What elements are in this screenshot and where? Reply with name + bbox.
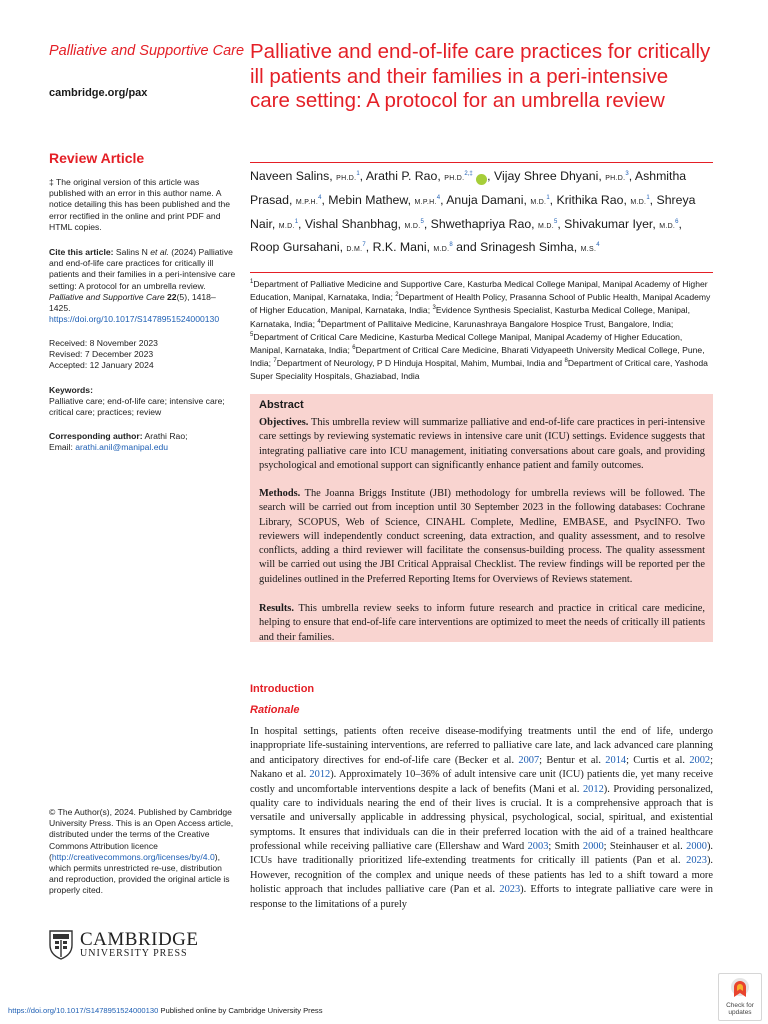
- article-type-label: Review Article: [49, 150, 145, 166]
- introduction-text-segment: ). Efforts to integrate palliative care were in response to the limitations of a purely: [250, 884, 714, 910]
- email-link[interactable]: arathi.anil@manipal.edu: [75, 442, 169, 453]
- affiliation-text: Department of Pallitaive Medicine, Karunashraya Bangalore Hospice Trust, Bangalore, India;: [320, 318, 674, 329]
- article-title: Palliative and end-of-life care practices for critically ill patients and their families in a peri-intensive care setting: A protocol for an umbrella review: [250, 40, 711, 112]
- reference-year-link[interactable]: 2000: [582, 841, 604, 852]
- author-degree: PH.D.: [336, 175, 357, 182]
- email-label: Email:: [49, 442, 76, 453]
- author-affiliation-ref: 4: [596, 242, 600, 249]
- affiliation-text: Department of Critical Care Medicine, Bharati Vidyapeeth University Medical College, Pune, India;: [250, 345, 705, 369]
- abstract-methods: [259, 487, 705, 587]
- affiliation-number: 3: [432, 305, 436, 312]
- author-degree: M.P.H.: [414, 198, 437, 206]
- author-item[interactable]: Vijay Shree Dhyani, PH.D.$^3$: [494, 169, 629, 183]
- affiliation-number: 5: [250, 331, 254, 338]
- author-name: Shreya Nair: [250, 192, 696, 231]
- author-item[interactable]: Naveen Salins, PH.D.$^1$: [250, 169, 360, 183]
- cite-doi-link[interactable]: https://doi.org/10.1017/S1478951524000130: [49, 314, 220, 325]
- author-item[interactable]: Roop Gursahani, D.M.$^7$: [250, 240, 366, 255]
- results-label: Results.: [259, 603, 294, 614]
- abstract-box: [250, 394, 713, 642]
- reference-year-link[interactable]: 2002: [689, 754, 711, 766]
- author-item[interactable]: Krithika Rao, M.D.$^1$: [556, 192, 650, 207]
- article-dates: [49, 338, 237, 372]
- check-for-updates-label: [719, 1002, 761, 1016]
- keywords-label: Keywords:: [49, 385, 93, 395]
- introduction-text-segment: ). Providing personalized, quality care to individuals nearing the end of their lives is crucial. It is a comprehensive approach that is versatile and universally applicable in addressing physical, psychological, social, spiritual, and existential symptoms. It ensures that individuals can die in their preferred location with the aid of a trained healthcare professional while receiving palliative care (Ellershaw and Ward: [250, 783, 713, 852]
- cite-label: Cite this article:: [49, 247, 114, 257]
- check-for-updates-line1: Check for: [726, 1002, 754, 1009]
- author-item[interactable]: Shwethapriya Rao, M.D.$^5$: [430, 216, 558, 231]
- author-degree: M.D.: [630, 198, 647, 206]
- keywords-block: [49, 385, 237, 419]
- publisher-press: UNIVERSITY PRESS: [80, 948, 188, 959]
- author-affiliation-ref: 6: [675, 218, 679, 225]
- affiliation-text: Department of Critical Care Medicine, Kasturba Medical College Manipal, Manipal Academy of Higher Education, Manipal, Karnataka, India;: [250, 331, 683, 356]
- author-degree: M.D.: [538, 222, 554, 230]
- author-degree: M.P.H.: [295, 198, 319, 206]
- author-degree: M.D.: [530, 198, 547, 206]
- cite-journal: Palliative and Supportive Care: [49, 291, 165, 302]
- author-affiliation-ref: 4: [318, 194, 322, 201]
- citation-block: [49, 247, 237, 325]
- corresponding-label: Corresponding author:: [49, 431, 143, 441]
- license-text-2: ), which permits unrestricted re-use, distribution and reproduction, provided the original article is properly cited.: [49, 851, 230, 896]
- author-name: Vishal Shanbhag: [304, 216, 398, 231]
- results-text: This umbrella review seeks to inform future research and practice in critical care medicine, helping to ensure that end-of-life care interventions are optimized to meet the needs of critically ill patients and their families.: [259, 603, 705, 643]
- abstract-objectives: [259, 416, 705, 473]
- author-item[interactable]: Shivakumar Iyer, M.D.$^6$: [564, 216, 679, 231]
- check-for-updates-line2: updates: [728, 1009, 752, 1016]
- author-affiliation-ref: 1: [356, 170, 360, 177]
- author-degree: D.M.: [346, 246, 363, 254]
- accepted-date: Accepted: 12 January 2024: [49, 360, 154, 371]
- author-item[interactable]: Srinagesh Simha, M.S.$^4$: [480, 240, 600, 255]
- abstract-results: [259, 602, 705, 645]
- keywords-text: Palliative care; end-of-life care; intensive care; critical care; practices; review: [49, 396, 225, 418]
- author-degree: M.D.: [404, 222, 421, 230]
- cite-issue: (5), 1418–1425.: [49, 291, 216, 314]
- reference-year-link[interactable]: 2012: [309, 769, 331, 781]
- author-affiliation-ref: 4: [436, 194, 441, 201]
- introduction-text-segment: ; Smith: [548, 841, 583, 852]
- affiliation-text: Department of Neurology, P D Hinduja Hospital, Mahim, Mumbai, India and: [276, 358, 565, 369]
- revised-date: Revised: 7 December 2023: [49, 349, 154, 360]
- author-name: R.K. Mani: [372, 240, 427, 255]
- author-name: Arathi P. Rao: [365, 169, 438, 183]
- author-name: Shwethapriya Rao: [430, 216, 532, 231]
- author-item[interactable]: R.K. Mani, M.D.$^8$: [372, 240, 453, 255]
- introduction-text-segment: ; Curtis et al.: [626, 754, 690, 766]
- author-name: Vijay Shree Dhyani: [494, 169, 599, 183]
- title-divider: [250, 162, 713, 163]
- author-affiliation-ref: 1: [294, 218, 299, 225]
- check-for-updates-icon: [730, 977, 750, 1001]
- author-degree: M.D.: [659, 222, 676, 230]
- author-name: Krithika Rao: [556, 192, 624, 207]
- cambridge-shield-icon: [49, 930, 73, 960]
- author-degree: M.S.: [580, 246, 597, 254]
- author-affiliation-ref: 1: [546, 194, 550, 201]
- journal-url-link[interactable]: cambridge.org/pax: [49, 87, 148, 99]
- cambridge-logo[interactable]: [49, 930, 239, 964]
- affiliations: [250, 278, 713, 384]
- introduction-heading: Introduction: [250, 683, 315, 695]
- footer-doi-link[interactable]: https://doi.org/10.1017/S1478951524000130: [8, 1006, 159, 1015]
- cite-text-2: (2024) Palliative and end-of-life care practices for critically ill patients and their families in a peri-intensive care setting: A protocol for an umbrella review.: [49, 247, 236, 291]
- reference-year-link[interactable]: 2007: [518, 754, 540, 766]
- author-affiliation-ref: 3: [625, 170, 629, 177]
- introduction-text-segment: ). Approximately 10–36% of adult intensive care unit (ICU) patients die, yet many receive costly and uncomfortable interventions despite a lack of benefits (Mani et al.: [250, 769, 713, 795]
- introduction-text-segment: ; Steinhauser et al.: [603, 841, 687, 852]
- introduction-text-segment: ; Nakano et al.: [250, 754, 713, 781]
- license-link[interactable]: http://creativecommons.org/licenses/by/4.0: [51, 851, 215, 862]
- publisher-name: CAMBRIDGE: [80, 929, 199, 950]
- footer: [8, 1006, 323, 1015]
- author-name: Anuja Damani: [446, 192, 524, 207]
- author-affiliation-ref: 5: [553, 218, 558, 225]
- abstract-heading: Abstract: [259, 399, 304, 411]
- journal-name[interactable]: Palliative and Supportive Care: [49, 43, 245, 59]
- author-conjunction: and: [456, 240, 477, 255]
- author-list: Naveen Salins, PH.D.$^1$, Arathi P. Rao, PH.D.$^{2,\ddagger}$ , Vijay Shree Dhyani, PH.D.$^3$, Ashmitha Prasad, M.P.H.$^4$, Mebin Mathew, M.P.H.$^4$, Anuja Damani, M.D.$^1$, Krithika Rao, M.D.$^1$, Shreya Nair, M.D.$^1$, Vishal Shanbhag, M.D.$^5$, Shwethapriya Rao, M.D.$^5$, Shivakumar Iyer, M.D.$^6$, Roop Gursahani, D.M.$^7$, R.K. Mani, M.D.$^8$ and Srinagesh Simha, M.S.$^4$: [250, 169, 696, 255]
- introduction-text-segment: ). However, recognition of the complex and unique needs of these patients has led to a shift toward a more holistic approach that includes palliative care (Pan et al.: [250, 855, 713, 896]
- author-name: Roop Gursahani: [250, 240, 340, 255]
- author-name: Mebin Mathew: [328, 192, 408, 207]
- reference-year-link[interactable]: 2023: [499, 884, 521, 896]
- cite-et-al: et al.: [150, 247, 169, 257]
- reference-year-link[interactable]: 2003: [527, 841, 549, 852]
- corresponding-name: Arathi Rao;: [142, 431, 188, 441]
- methods-label: Methods.: [259, 488, 301, 499]
- affiliation-number: 6: [352, 345, 356, 352]
- author-name: Ashmitha Prasad: [250, 169, 687, 207]
- introduction-text-segment: ; Bentur et al.: [539, 754, 606, 766]
- affiliation-number: 7: [273, 358, 277, 365]
- author-affiliation-ref: 8: [449, 242, 453, 249]
- rationale-heading: Rationale: [250, 704, 300, 716]
- affiliation-number: 8: [564, 358, 568, 365]
- introduction-body: [250, 725, 713, 912]
- reference-year-link[interactable]: 2000: [686, 841, 707, 852]
- methods-text: The Joanna Briggs Institute (JBI) methodology for umbrella reviews will be followed. The search will be carried out from inception until 30 September 2023 in the following databases: Cochrane Library, SCOPUS, Web of Science, CINAHL Complete, Medline, EMBASE, and PsycINFO. Two reviewers will independently conduct screening, data extraction, and quality assessment, and to resolve conflicts, adding a third reviewer will facilitate the consensus-building process. The quality assessment will be carried out using the JBI Critical Appraisal Checklist. The review findings will be reported per the guidelines outlined in the Preferred Reporting Items for Overviews of Reviews statement.: [259, 488, 705, 585]
- author-item[interactable]: Mebin Mathew, M.P.H.$^4$: [328, 192, 441, 207]
- author-name: Shivakumar Iyer: [564, 216, 653, 231]
- author-item[interactable]: Anuja Damani, M.D.$^1$: [446, 192, 550, 207]
- license-block: [49, 807, 237, 897]
- cite-volume: 22: [167, 291, 177, 302]
- author-item[interactable]: Shreya Nair, M.D.$^1$: [250, 192, 696, 231]
- affiliation-number: 4: [317, 318, 321, 325]
- reference-year-link[interactable]: 2012: [582, 783, 604, 795]
- affiliation-text: Evidence Synthesis Specialist, Kasturba Medical College, Manipal, Karnataka, India;: [250, 305, 690, 329]
- received-date: Received: 8 November 2023: [49, 338, 158, 348]
- author-name: Naveen Salins: [250, 169, 330, 183]
- author-affiliation-ref: 2,‡: [464, 170, 473, 177]
- author-affiliation-ref: 1: [646, 194, 650, 201]
- check-for-updates-badge[interactable]: [718, 973, 762, 1021]
- reference-year-link[interactable]: 2014: [605, 754, 627, 766]
- affiliation-divider: [250, 272, 713, 273]
- cite-text: Salins N: [113, 247, 151, 257]
- author-item[interactable]: Arathi P. Rao, PH.D.$^{2,\ddagger}$: [366, 169, 487, 183]
- introduction-text-segment: ). ICUs have traditionally prioritized life-extending treatments for critically ill patients (Pan et al.: [250, 841, 713, 867]
- author-degree: M.D.: [433, 246, 450, 254]
- affiliation-text: Department of Health Policy, Prasanna School of Public Health, Manipal Academy of Higher Education, Manipal, Karnataka, India;: [250, 292, 711, 316]
- affiliation-text: Department of Critical care, Yashoda Super Speciality Hospitals, Ghaziabad, India: [250, 358, 708, 382]
- author-name: Srinagesh Simha: [480, 240, 574, 255]
- author-degree: PH.D.: [605, 175, 626, 182]
- author-item[interactable]: Vishal Shanbhag, M.D.$^5$: [304, 216, 424, 231]
- affiliation-number: 1: [250, 279, 254, 286]
- orcid-icon[interactable]: [476, 174, 487, 185]
- license-text: © The Author(s), 2024. Published by Cambridge University Press. This is an Open Access article, distributed under the terms of the Creative Commons Attribution licence (: [49, 807, 234, 862]
- reference-year-link[interactable]: 2023: [686, 855, 707, 867]
- main-content: [250, 0, 713, 1000]
- author-degree: M.D.: [278, 222, 295, 230]
- erratum-note: ‡ The original version of this article was published with an error in this author name. A notice detailing this has been published and the error rectified in the online and print PDF and HTML copies.: [49, 177, 231, 232]
- objectives-text: This umbrella review will summarize palliative and end-of-life care practices in peri-intensive care settings by reviewing systematic reviews in intensive care unit (ICU) settings. Evidence suggests that integrating palliative care into ICU management, initiating conversations about care goals, and providing psychological and emotional support can significantly enhance patient and family outcomes.: [259, 417, 705, 471]
- affiliation-text: Department of Palliative Medicine and Supportive Care, Kasturba Medical College Manipal, Manipal Academy of Higher Education, Manipal, Karnataka, India;: [250, 279, 708, 303]
- objectives-label: Objectives.: [259, 417, 309, 428]
- affiliation-number: 2: [395, 292, 399, 299]
- footer-text: Published online by Cambridge University Press: [158, 1006, 323, 1015]
- author-affiliation-ref: 7: [362, 242, 366, 249]
- corresponding-author-block: [49, 431, 237, 453]
- author-degree: PH.D.: [444, 175, 465, 182]
- author-item[interactable]: Ashmitha Prasad, M.P.H.$^4$: [250, 169, 687, 207]
- author-affiliation-ref: 5: [420, 218, 424, 225]
- introduction-text-segment: In hospital settings, patients often receive disease-modifying treatments until the end of life, undergo inappropriate life-sustaining interventions, are referred to palliative care late, and lack advanced care planning and anticipatory directives for end-of-life care (Becker et al.: [250, 726, 713, 766]
